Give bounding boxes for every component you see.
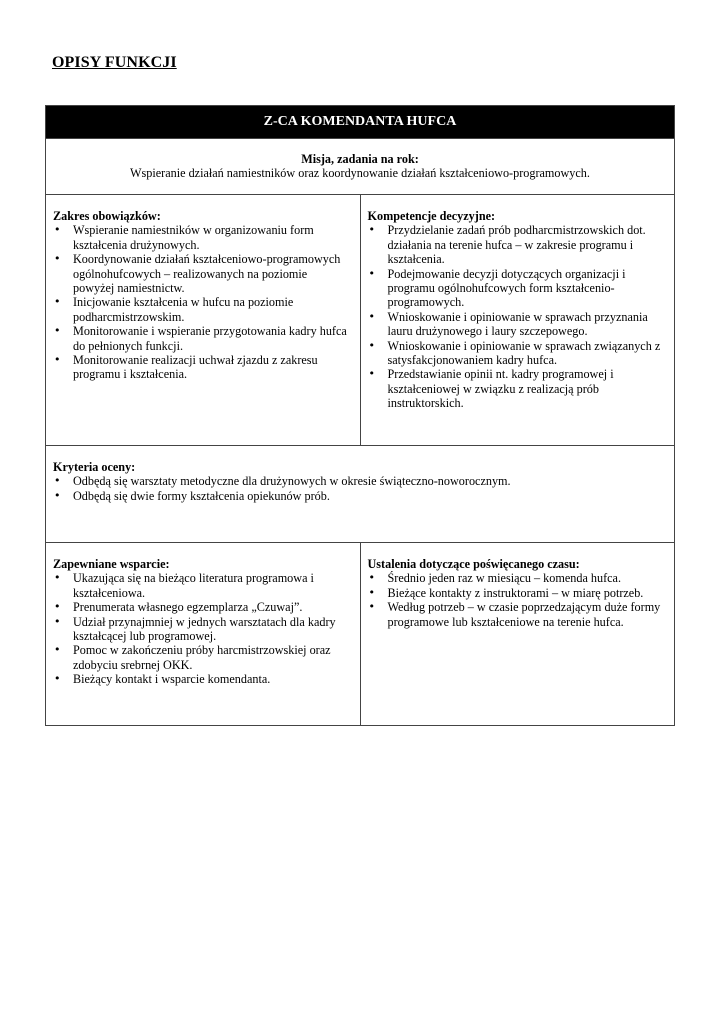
list-item: • Bieżące kontakty z instruktorami – w miarę potrzeb. (368, 586, 667, 600)
list-item: • Odbędą się warsztaty metodyczne dla drużynowych w okresie świąteczno-noworocznym. (53, 474, 666, 488)
list-item: • Przydzielanie zadań prób podharcmistrzowskich dot. działania na terenie hufca – w zakresie programu i kształcenia. (368, 223, 667, 266)
list-item: • Wspieranie namiestników w organizowaniu form kształcenia drużynowych. (53, 223, 352, 252)
list-item: • Wnioskowanie i opiniowanie w sprawach przyznania lauru drużynowego i laury szczepowego. (368, 310, 667, 339)
list-item: • Monitorowanie i wspieranie przygotowania kadry hufca do pełnionych funkcji. (53, 324, 352, 353)
list-item: • Koordynowanie działań kształceniowo-programowych ogólnohufcowych – realizowanych na poziomie powyżej namiestnictw. (53, 252, 352, 295)
list-item: • Prenumerata własnego egzemplarza „Czuwaj”. (53, 600, 352, 614)
time-label: Ustalenia dotyczące poświęcanego czasu: (367, 557, 580, 571)
support-label: Zapewniane wsparcie: (53, 557, 170, 571)
criteria-label: Kryteria oceny: (53, 460, 136, 474)
function-table (45, 105, 675, 726)
list-item: • Według potrzeb – w czasie poprzedzającym duże formy programowe lub kształceniowe na terenie hufca. (368, 600, 667, 629)
duties-cell (46, 195, 361, 446)
mission-label: Misja, zadania na rok: (301, 152, 419, 166)
list-item: • Pomoc w zakończeniu próby harcmistrzowskiej oraz zdobyciu srebrnej OKK. (53, 643, 352, 672)
mission-text: Wspieranie działań namiestników oraz koordynowanie działań kształceniowo-programowych. (130, 166, 590, 181)
time-cell (360, 543, 675, 726)
mission-cell (46, 139, 675, 195)
support-list (53, 571, 352, 686)
page-heading: OPISY FUNKCJI (52, 54, 177, 71)
competences-label: Kompetencje decyzyjne: (367, 209, 496, 223)
list-item: • Przedstawianie opinii nt. kadry programowej i kształceniowej w związku z realizacją prób instruktorskich. (368, 367, 667, 410)
support-cell (46, 543, 361, 726)
list-item: • Odbędą się dwie formy kształcenia opiekunów prób. (53, 489, 666, 503)
list-item: • Monitorowanie realizacji uchwał zjazdu z zakresu programu i kształcenia. (53, 353, 352, 382)
list-item: • Udział przynajmniej w jednych warsztatach dla kadry kształcącej lub programowej. (53, 615, 352, 644)
criteria-list (53, 474, 666, 503)
list-item: • Bieżący kontakt i wsparcie komendanta. (53, 672, 352, 686)
list-item: • Ukazująca się na bieżąco literatura programowa i kształceniowa. (53, 571, 352, 600)
list-item: • Inicjowanie kształcenia w hufcu na poziomie podharcmistrzowskim. (53, 295, 352, 324)
criteria-cell (46, 446, 675, 543)
list-item: • Podejmowanie decyzji dotyczących organizacji i programu ogólnohufcowych form kształcenio-programowych. (368, 267, 667, 310)
function-title: Z-CA KOMENDANTA HUFCA (46, 106, 675, 139)
competences-list (368, 223, 667, 410)
list-item: • Wnioskowanie i opiniowanie w sprawach związanych z satysfakcjonowaniem kadry hufca. (368, 339, 667, 368)
duties-label: Zakres obowiązków: (53, 209, 161, 223)
list-item: • Średnio jeden raz w miesiącu – komenda hufca. (368, 571, 667, 585)
duties-list (53, 223, 352, 381)
time-list (368, 571, 667, 629)
competences-cell (360, 195, 675, 446)
